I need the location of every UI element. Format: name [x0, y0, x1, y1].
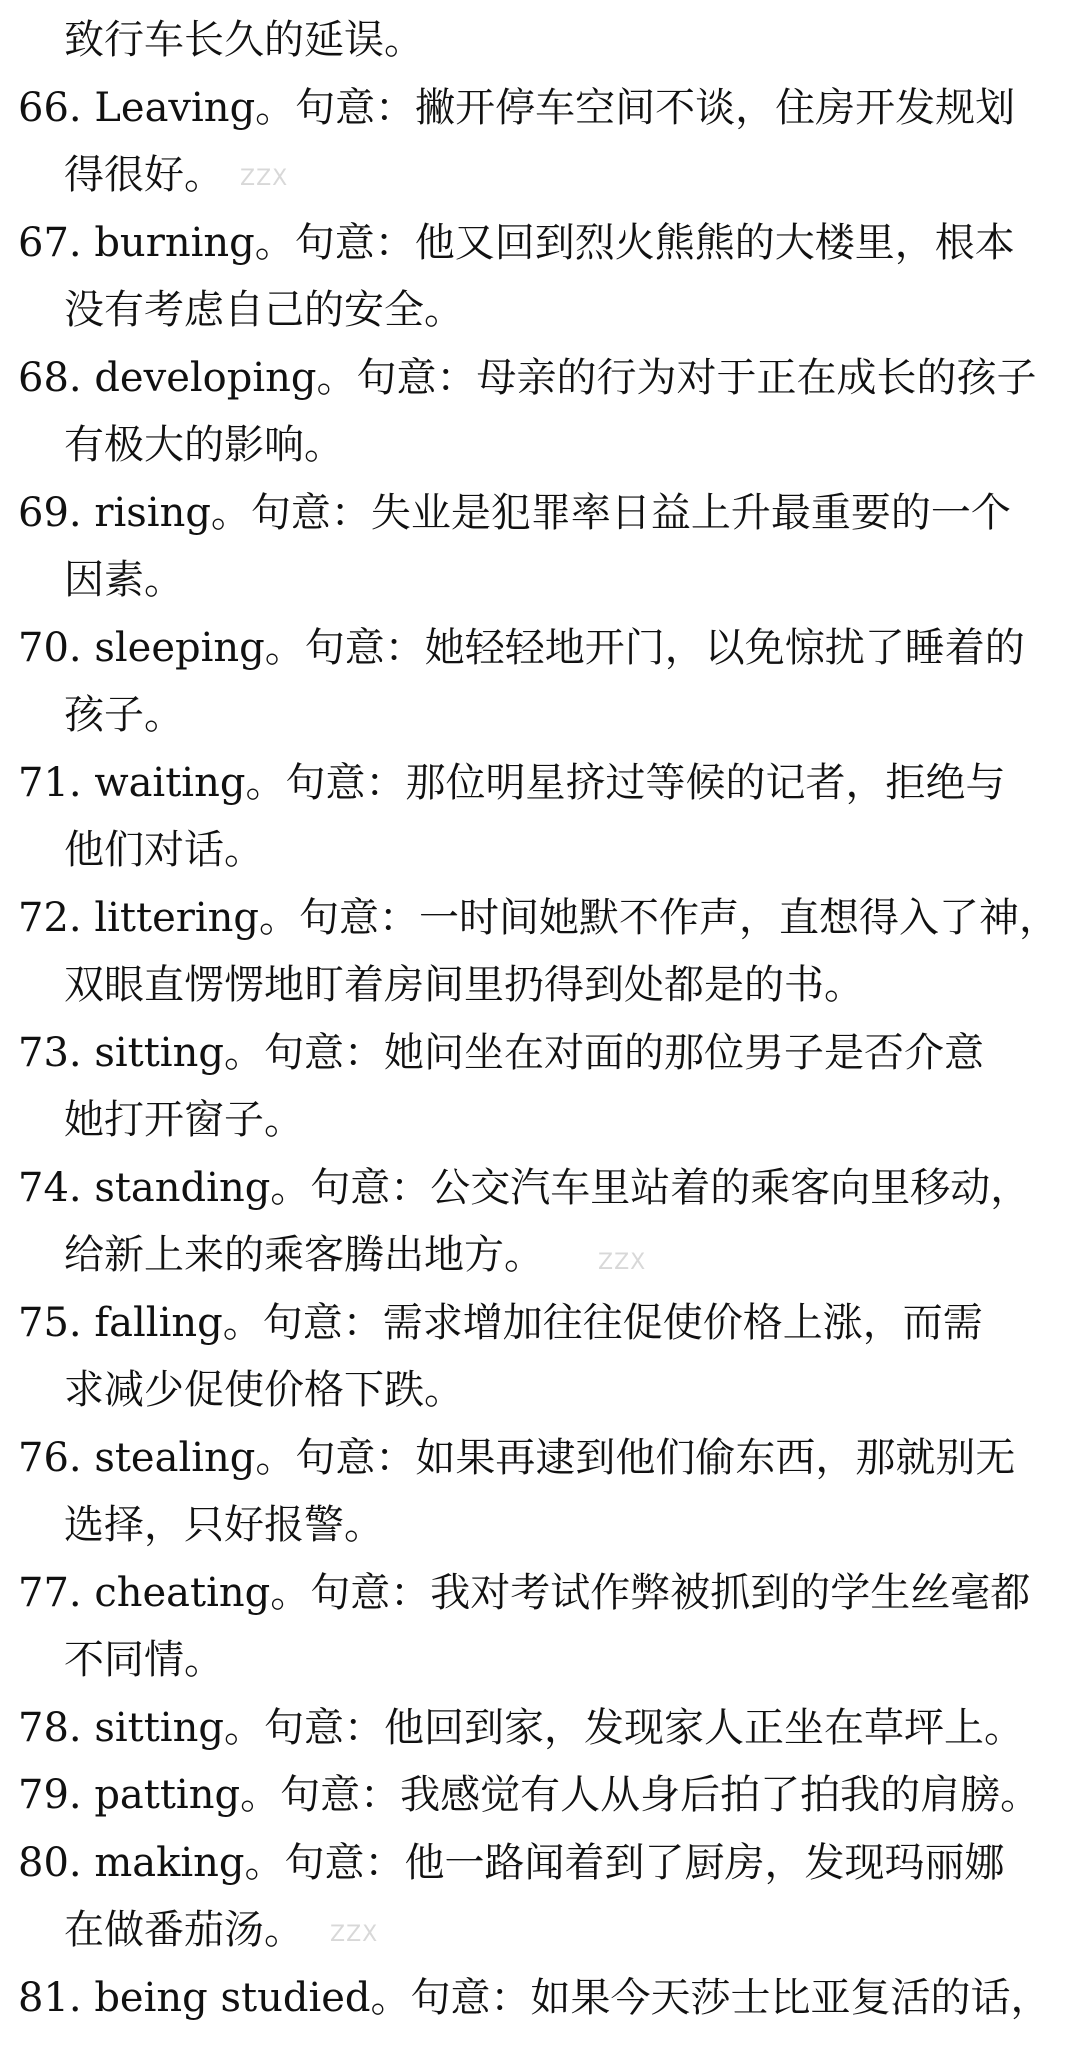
watermark: ZZX: [330, 1922, 379, 1947]
line-text: 因素。: [64, 557, 184, 603]
watermark: ZZX: [598, 1250, 647, 1275]
line-text: 致行车长久的延误。: [64, 17, 424, 63]
entry-73-line-1: [0, 1019, 1080, 1087]
line-text: 74. standing。句意：公交汽车里站着的乘客向里移动，: [18, 1165, 1031, 1211]
line-text: 她打开窗子。: [64, 1097, 304, 1143]
entry-70-line-1: [0, 614, 1080, 682]
entry-68-line-2: [0, 411, 1080, 479]
line-text: 66. Leaving。句意：撇开停车空间不谈，住房开发规划: [18, 85, 1016, 131]
line-text: 81. being studied。句意：如果今天莎士比亚复活的话，: [18, 1975, 1051, 2021]
entry-69-line-1: [0, 479, 1080, 547]
line-text: 得很好。: [64, 152, 224, 198]
line-text: 给新上来的乘客腾出地方。: [64, 1232, 544, 1278]
entry-76-line-2: [0, 1491, 1080, 1559]
entry-71-line-1: [0, 749, 1080, 817]
entry-81-line-1: [0, 1964, 1080, 2032]
entry-75-line-2: [0, 1356, 1080, 1424]
entry-70-line-2: [0, 681, 1080, 749]
entry-78-line-1: [0, 1694, 1080, 1762]
line-text: 没有考虑自己的安全。: [64, 287, 464, 333]
entry-67-line-1: [0, 209, 1080, 277]
entry-77-line-1: [0, 1559, 1080, 1627]
entry-77-line-2: [0, 1626, 1080, 1694]
watermark: ZZX: [240, 166, 289, 191]
line-text: 他们对话。: [64, 827, 264, 873]
line-text: 75. falling。句意：需求增加往往促使价格上涨，而需: [18, 1300, 983, 1346]
line-text: 71. waiting。句意：那位明星挤过等候的记者，拒绝与: [18, 760, 1006, 806]
line-text: 67. burning。句意：他又回到烈火熊熊的大楼里，根本: [18, 220, 1015, 266]
line-text: 70. sleeping。句意：她轻轻地开门，以免惊扰了睡着的: [18, 625, 1025, 671]
line-text: 76. stealing。句意：如果再逮到他们偷东西，那就别无: [18, 1435, 1016, 1481]
entry-67-line-2: [0, 276, 1080, 344]
line-text: 69. rising。句意：失业是犯罪率日益上升最重要的一个: [18, 490, 1011, 536]
line-text: 73. sitting。句意：她问坐在对面的那位男子是否介意: [18, 1030, 984, 1076]
entry-74-line-2: [0, 1221, 1080, 1289]
line-text: 80. making。句意：他一路闻着到了厨房，发现玛丽娜: [18, 1840, 1005, 1886]
entry-80-line-2: [0, 1896, 1080, 1964]
entry-74-line-1: [0, 1154, 1080, 1222]
line-text: 68. developing。句意：母亲的行为对于正在成长的孩子: [18, 355, 1037, 401]
entry-72-line-2: [0, 951, 1080, 1019]
line-text: 有极大的影响。: [64, 422, 344, 468]
entry-73-line-2: [0, 1086, 1080, 1154]
entry-65-continuation: [0, 6, 1080, 74]
entry-80-line-1: [0, 1829, 1080, 1897]
entry-71-line-2: [0, 816, 1080, 884]
line-text: 78. sitting。句意：他回到家，发现家人正坐在草坪上。: [18, 1705, 1024, 1751]
entry-79-line-1: [0, 1761, 1080, 1829]
entry-72-line-1: [0, 884, 1080, 952]
entry-69-line-2: [0, 546, 1080, 614]
line-text: 77. cheating。句意：我对考试作弊被抓到的学生丝毫都: [18, 1570, 1031, 1616]
entry-66-line-1: [0, 74, 1080, 142]
line-text: 72. littering。句意：一时间她默不作声，直想得入了神，: [18, 895, 1060, 941]
entry-66-line-2: [0, 141, 1080, 209]
entry-76-line-1: [0, 1424, 1080, 1492]
line-text: 79. patting。句意：我感觉有人从身后拍了拍我的肩膀。: [18, 1772, 1041, 1818]
line-text: 不同情。: [64, 1637, 224, 1683]
line-text: 求减少促使价格下跌。: [64, 1367, 464, 1413]
entry-75-line-1: [0, 1289, 1080, 1357]
entry-68-line-1: [0, 344, 1080, 412]
line-text: 孩子。: [64, 692, 184, 738]
line-text: 选择，只好报警。: [64, 1502, 384, 1548]
line-text: 双眼直愣愣地盯着房间里扔得到处都是的书。: [64, 962, 864, 1008]
line-text: 在做番茄汤。: [64, 1907, 304, 1953]
